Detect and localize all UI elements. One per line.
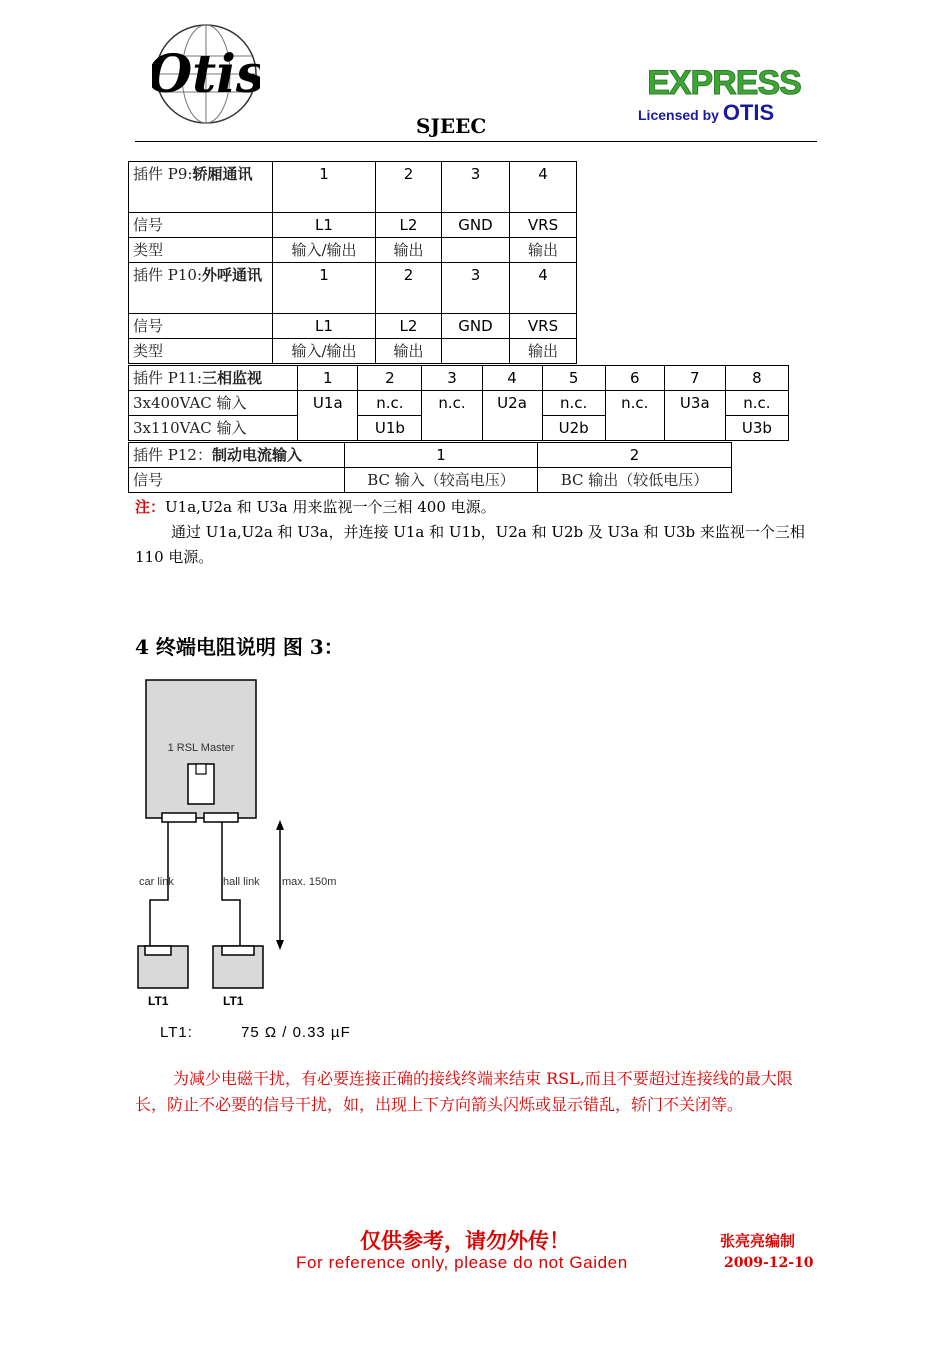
- hall-link-connector: [204, 813, 238, 822]
- p11-title-prefix: 插件 P11:: [133, 369, 203, 387]
- lt1-connector-right: [222, 946, 254, 955]
- p10-signal-1: L1: [273, 314, 376, 339]
- p10-type-4: 输出: [510, 339, 577, 364]
- p9-title-prefix: 插件 P9:: [133, 165, 193, 183]
- p11-row400-7: U3a: [664, 391, 725, 416]
- table-p9-p10: [128, 161, 577, 364]
- p10-header-4: 4: [510, 263, 577, 314]
- p9-type-label: 类型: [129, 238, 273, 263]
- p9-title-bold: 轿厢通讯: [192, 165, 253, 183]
- licensed-by-text: Licensed by: [638, 107, 719, 123]
- p11-row110-1: [298, 416, 358, 441]
- p12-header-2: 2: [538, 443, 732, 468]
- p11-row400-8: n.c.: [725, 391, 788, 416]
- table-row: [129, 468, 732, 493]
- rsl-diagram: [120, 670, 420, 1050]
- p9-signal-1: L1: [273, 213, 376, 238]
- footer-warning-en: For reference only, please do not Gaiden: [296, 1253, 628, 1272]
- red-warning-paragraph: 为减少电磁干扰，有必要连接正确的接线终端来结束 RSL,而且不要超过连接线的最大限长，防止不必要的信号干扰，如，出现上下方向箭头闪烁或显示错乱，轿门不关闭等。: [135, 1069, 793, 1114]
- lt1-spec-value: 75 Ω / 0.33 µF: [241, 1024, 351, 1041]
- header-divider: [135, 141, 817, 142]
- car-link-connector: [162, 813, 196, 822]
- arrow-up-icon: [276, 820, 284, 830]
- p9-header-3: 3: [442, 162, 510, 213]
- lt1-connector-left: [145, 946, 171, 955]
- arrow-down-icon: [276, 940, 284, 950]
- p11-row110-7: [664, 416, 725, 441]
- p11-row110-6: [605, 416, 664, 441]
- table-row: [129, 416, 789, 441]
- lt1-label-left: LT1: [148, 994, 169, 1008]
- table-row: [129, 213, 577, 238]
- note-text-2: 通过 U1a,U2a 和 U3a，并连接 U1a 和 U1b，U2a 和 U2b 及 U3a 和 U3b 来监视一个三相 110 电源。: [135, 523, 805, 566]
- p12-signal-1: BC 输入（较高电压）: [345, 468, 538, 493]
- table-row: [129, 238, 577, 263]
- p11-header-1: 1: [298, 366, 358, 391]
- p11-header-3: 3: [422, 366, 482, 391]
- p12-title-bold: 制动电流输入: [211, 446, 302, 464]
- p10-signal-4: VRS: [510, 314, 577, 339]
- table-row: [129, 443, 732, 468]
- p12-title-prefix: 插件 P12：: [133, 446, 212, 464]
- p11-header-8: 8: [725, 366, 788, 391]
- p11-row400-4: U2a: [482, 391, 542, 416]
- p11-header-4: 4: [482, 366, 542, 391]
- table-row: [129, 314, 577, 339]
- p10-type-label: 类型: [129, 339, 273, 364]
- p9-type-2: 输出: [376, 238, 442, 263]
- p9-signal-3: GND: [442, 213, 510, 238]
- p11-row400-5: n.c.: [542, 391, 605, 416]
- p12-signal-label: 信号: [129, 468, 345, 493]
- p11-row110-8: U3b: [725, 416, 788, 441]
- p11-row400-2: n.c.: [358, 391, 422, 416]
- p11-header-7: 7: [664, 366, 725, 391]
- footer-warning-cn: 仅供参考，请勿外传！: [360, 1228, 570, 1253]
- p11-row400-3: n.c.: [422, 391, 482, 416]
- p10-header-2: 2: [376, 263, 442, 314]
- p10-signal-label: 信号: [129, 314, 273, 339]
- logo-text: Otis: [152, 44, 260, 105]
- footer-date: 2009-12-10: [724, 1255, 814, 1271]
- p9-header-2: 2: [376, 162, 442, 213]
- table-row: [129, 391, 789, 416]
- master-dip-knob: [196, 764, 206, 774]
- p9-signal-label: 信号: [129, 213, 273, 238]
- p9-type-4: 输出: [510, 238, 577, 263]
- p11-row400-label: 3x400VAC 输入: [129, 391, 298, 416]
- note-line-1: [135, 496, 496, 517]
- p11-row400-6: n.c.: [605, 391, 664, 416]
- p9-signal-4: VRS: [510, 213, 577, 238]
- p9-type-3: [442, 238, 510, 263]
- p10-signal-2: L2: [376, 314, 442, 339]
- p9-type-1: 输入/输出: [273, 238, 376, 263]
- p10-type-1: 输入/输出: [273, 339, 376, 364]
- table-row: [129, 263, 577, 314]
- p11-title: [129, 366, 298, 391]
- p11-row400-1: U1a: [298, 391, 358, 416]
- p10-header-3: 3: [442, 263, 510, 314]
- p11-title-bold: 三相监视: [202, 369, 263, 387]
- p10-title-bold: 外呼通讯: [202, 266, 263, 284]
- p9-signal-2: L2: [376, 213, 442, 238]
- p11-header-6: 6: [605, 366, 664, 391]
- car-link-label: car link: [139, 876, 174, 888]
- p9-title: [129, 162, 273, 213]
- otis-logo: [152, 22, 260, 126]
- lt1-spec-label: LT1:: [160, 1024, 193, 1041]
- express-logo: EXPRESS: [647, 64, 801, 102]
- table-row: [129, 162, 577, 213]
- p9-header-4: 4: [510, 162, 577, 213]
- max-length-label: max. 150m: [282, 876, 337, 888]
- p10-type-2: 输出: [376, 339, 442, 364]
- p11-row110-3: [422, 416, 482, 441]
- rsl-master-label: 1 RSL Master: [167, 742, 235, 754]
- p11-header-2: 2: [358, 366, 422, 391]
- p10-signal-3: GND: [442, 314, 510, 339]
- licensed-by-line: [638, 102, 814, 126]
- hall-link-label: hall link: [223, 876, 260, 888]
- table-row: [129, 366, 789, 391]
- p10-header-1: 1: [273, 263, 376, 314]
- p11-row110-4: [482, 416, 542, 441]
- company-name: SJEEC: [416, 114, 487, 138]
- lt1-label-right: LT1: [223, 994, 244, 1008]
- table-row: [129, 339, 577, 364]
- table-p12: [128, 442, 732, 493]
- footer-author: 张亮亮编制: [720, 1232, 796, 1250]
- note-label: 注：: [135, 498, 166, 516]
- p12-signal-2: BC 输出（较低电压）: [538, 468, 732, 493]
- table-p11: [128, 365, 789, 441]
- p11-header-5: 5: [542, 366, 605, 391]
- p10-title-prefix: 插件 P10:: [133, 266, 203, 284]
- p11-row110-label: 3x110VAC 输入: [129, 416, 298, 441]
- p11-row110-5: U2b: [542, 416, 605, 441]
- note-text-1: U1a,U2a 和 U3a 用来监视一个三相 400 电源。: [165, 498, 496, 516]
- p9-header-1: 1: [273, 162, 376, 213]
- p10-title: [129, 263, 273, 314]
- p10-type-3: [442, 339, 510, 364]
- p11-row110-2: U1b: [358, 416, 422, 441]
- section-heading: 4 终端电阻说明 图 3：: [135, 635, 344, 659]
- p12-header-1: 1: [345, 443, 538, 468]
- licensed-brand: OTIS: [722, 100, 775, 125]
- p12-title: [129, 443, 345, 468]
